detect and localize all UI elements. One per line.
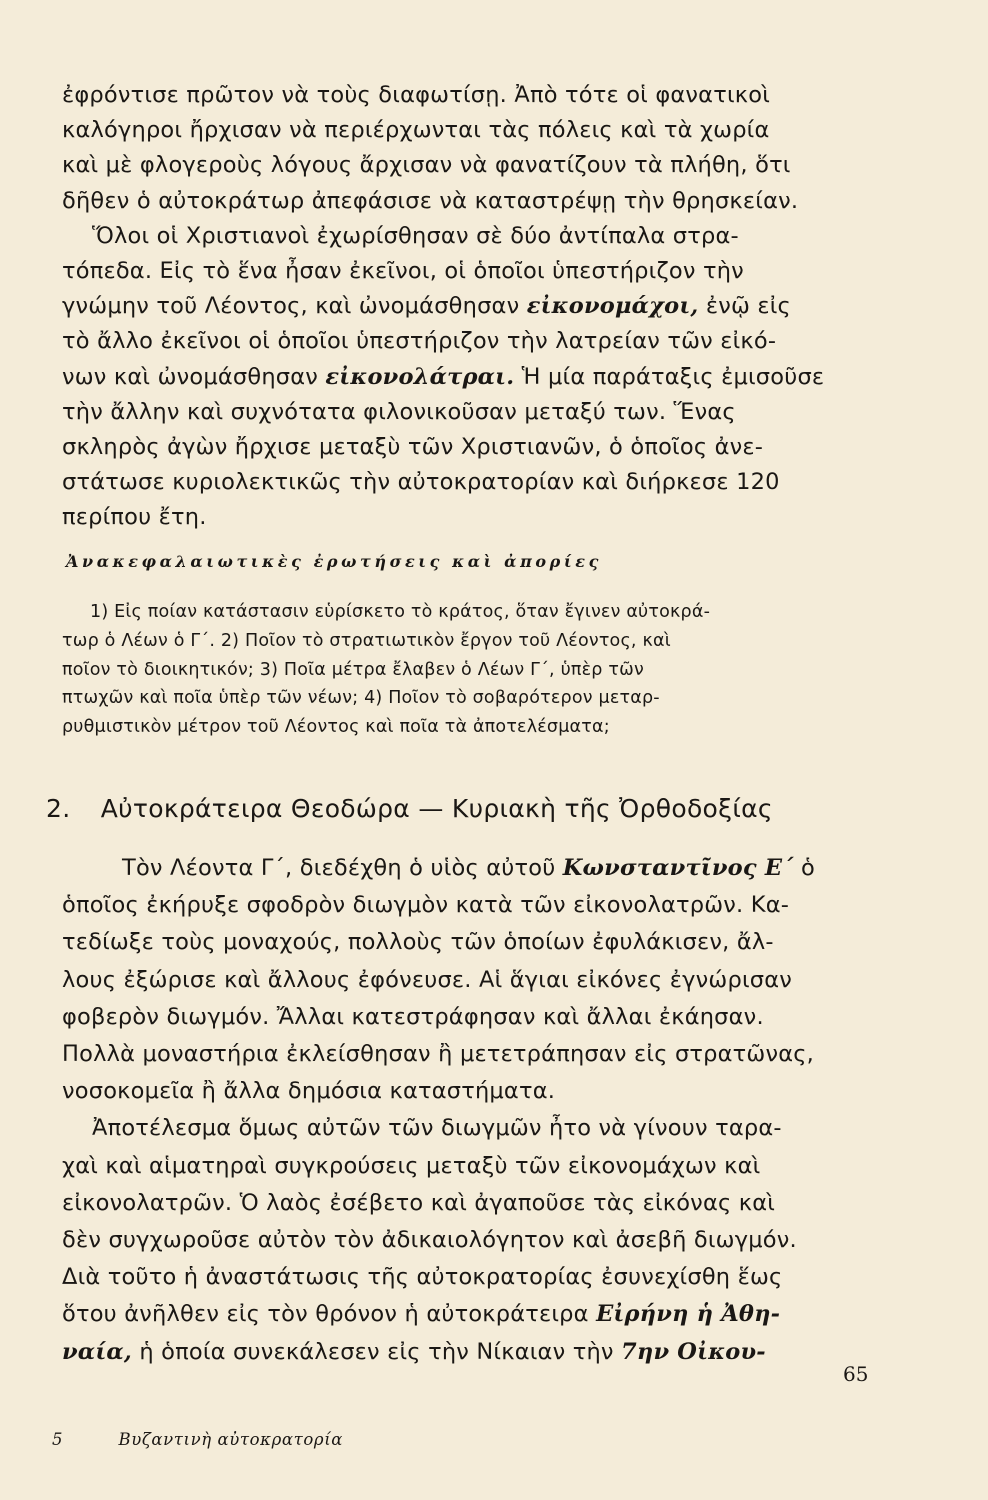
section-heading <box>46 794 856 823</box>
text-segment: ὅτου ἀνῆλθεν εἰς τὸν θρόνον ἡ αὐτοκράτειρα <box>62 1301 589 1328</box>
text-segment: ἡ ὁποία συνεκάλεσεν εἰς τὴν Νίκαιαν τὴν <box>139 1338 614 1365</box>
book-title: Βυζαντινὴ αὐτοκρατορία <box>118 1430 344 1449</box>
paragraph-1 <box>62 78 872 536</box>
text-line: Ἀποτέλεσμα ὅμως αὐτῶν τῶν διωγμῶν ἦτο νὰ γίνουν ταρα- <box>92 1115 782 1142</box>
text-line: λους ἐξώρισε καὶ ἄλλους ἐφόνευσε. Αἱ ἅγιαι εἰκόνες ἐγνώρισαν <box>62 966 793 993</box>
text-line: δὲν συγχωροῦσε αὐτὸν τὸν ἀδικαιολόγητον καὶ ἀσεβῆ διωγμόν. <box>62 1227 797 1254</box>
council-name: 7ην Οἰκου- <box>621 1338 766 1365</box>
text-line: τὴν ἄλλην καὶ συχνότατα φιλονικοῦσαν μεταξύ των. Ἕνας <box>62 398 736 425</box>
text-segment: ἐνῷ εἰς <box>705 293 791 320</box>
text-line: καλόγηροι ἤρχισαν νὰ περιέρχωνται τὰς πόλεις καὶ τὰ χωρία <box>62 117 770 144</box>
text-line: Διὰ τοῦτο ἡ ἀναστάτωσις τῆς αὐτοκρατορίας ἐσυνεχίσθη ἕως <box>62 1264 783 1291</box>
text-line <box>62 1334 872 1371</box>
page-footer <box>52 1430 343 1449</box>
text-line: Ὅλοι οἱ Χριστιανοὶ ἐχωρίσθησαν σὲ δύο ἀντίπαλα στρα- <box>92 222 739 249</box>
text-line: τὸ ἄλλο ἐκεῖνοι οἱ ὁποῖοι ὑπεστήριζον τὴν λατρείαν τῶν εἰκό- <box>62 328 777 355</box>
text-segment: Τὸν Λέοντα Γ΄, διεδέχθη ὁ υἱὸς αὐτοῦ <box>122 855 556 881</box>
text-line: νοσοκομεῖα ἢ ἄλλα δημόσια καταστήματα. <box>62 1078 556 1105</box>
text-line: τεδίωξε τοὺς μοναχούς, πολλοὺς τῶν ὁποίων ἐφυλάκισεν, ἄλ- <box>62 929 774 956</box>
text-line <box>62 289 872 324</box>
text-line: ὁποῖος ἐκήρυξε σφοδρὸν διωγμὸν κατὰ τῶν εἰκονολατρῶν. Κα- <box>62 892 790 919</box>
text-line: καὶ μὲ φλογεροὺς λόγους ἄρχισαν νὰ φανατίζουν τὰ πλήθη, ὅτι <box>62 152 791 179</box>
paragraph-2 <box>62 850 872 1371</box>
question-line: πτωχῶν καὶ ποῖα ὑπὲρ τῶν νέων; 4) Ποῖον τὸ σοβαρότερον μεταρ- <box>62 688 660 709</box>
section-number: 2. <box>46 794 71 823</box>
text-segment: ὁ <box>800 855 815 881</box>
name-konstantinos: Κωνσταντῖνος Ε΄ <box>562 855 794 881</box>
text-segment: Ἡ μία παράταξις ἐμισοῦσε <box>521 363 825 390</box>
question-line: 1) Εἰς ποίαν κατάστασιν εὑρίσκετο τὸ κράτος, ὅταν ἔγινεν αὐτοκρά- <box>90 602 711 622</box>
text-segment: γνώμην τοῦ Λέοντος, καὶ ὠνομάσθησαν <box>62 293 520 320</box>
text-line: σκληρὸς ἀγὼν ἤρχισε μεταξὺ τῶν Χριστιανῶν, ὁ ὁποῖος ἀνε- <box>62 434 764 461</box>
section-title: Αὐτοκράτειρα Θεοδώρα — Κυριακὴ τῆς Ὀρθοδοξίας <box>100 794 773 823</box>
text-line: δῆθεν ὁ αὐτοκράτωρ ἀπεφάσισε νὰ καταστρέψῃ τὴν θρησκείαν. <box>62 187 799 214</box>
text-line: Πολλὰ μοναστήρια ἐκλείσθησαν ἢ μετετράπησαν εἰς στρατῶνας, <box>62 1041 815 1068</box>
text-line <box>62 850 872 887</box>
name-eirene-cont: ναία, <box>62 1338 132 1365</box>
text-segment: νων καὶ ὠνομάσθησαν <box>62 363 319 390</box>
text-line: περίπου ἔτη. <box>62 504 207 531</box>
question-line: ρυθμιστικὸν μέτρον τοῦ Λέοντος καὶ ποῖα τὰ ἀποτελέσματα; <box>62 717 610 738</box>
text-line: χαὶ καὶ αἱματηραὶ συγκρούσεις μεταξὺ τῶν εἰκονομάχων καὶ <box>62 1152 761 1179</box>
term-eikonomachoi: εἰκονομάχοι, <box>526 293 699 320</box>
text-line: στάτωσε κυριολεκτικῶς τὴν αὐτοκρατορίαν καὶ διήρκεσε 120 <box>62 469 780 496</box>
text-line: εἰκονολατρῶν. Ὁ λαὸς ἐσέβετο καὶ ἀγαποῦσε τὰς εἰκόνας καὶ <box>62 1189 776 1216</box>
text-line: φοβερὸν διωγμόν. Ἄλλαι κατεστράφησαν καὶ ἄλλαι ἐκάησαν. <box>62 1003 764 1030</box>
review-questions-heading: Ἀνακεφαλαιωτικὲς ἐρωτήσεις καὶ ἀπορίες <box>66 552 602 571</box>
name-eirene: Εἰρήνη ἡ Ἀθη- <box>596 1301 781 1328</box>
text-line: τόπεδα. Εἰς τὸ ἕνα ἦσαν ἐκεῖνοι, οἱ ὁποῖοι ὑπεστήριζον τὴν <box>62 258 744 285</box>
term-eikonolatrai: εἰκονολάτραι. <box>325 363 515 390</box>
text-line <box>62 1296 872 1333</box>
question-line: ποῖον τὸ διοικητικόν; 3) Ποῖα μέτρα ἔλαβεν ὁ Λέων Γ΄, ὑπὲρ τῶν <box>62 659 644 680</box>
review-questions <box>62 598 872 742</box>
text-line <box>62 360 872 395</box>
printer-signature: 5 <box>52 1430 63 1449</box>
page-number: 65 <box>843 1362 869 1386</box>
text-line: ἐφρόντισε πρῶτον νὰ τοὺς διαφωτίσῃ. Ἀπὸ τότε οἱ φανατικοὶ <box>62 82 771 108</box>
question-line: τωρ ὁ Λέων ὁ Γ΄. 2) Ποῖον τὸ στρατιωτικὸν ἔργον τοῦ Λέοντος, καὶ <box>62 630 671 651</box>
